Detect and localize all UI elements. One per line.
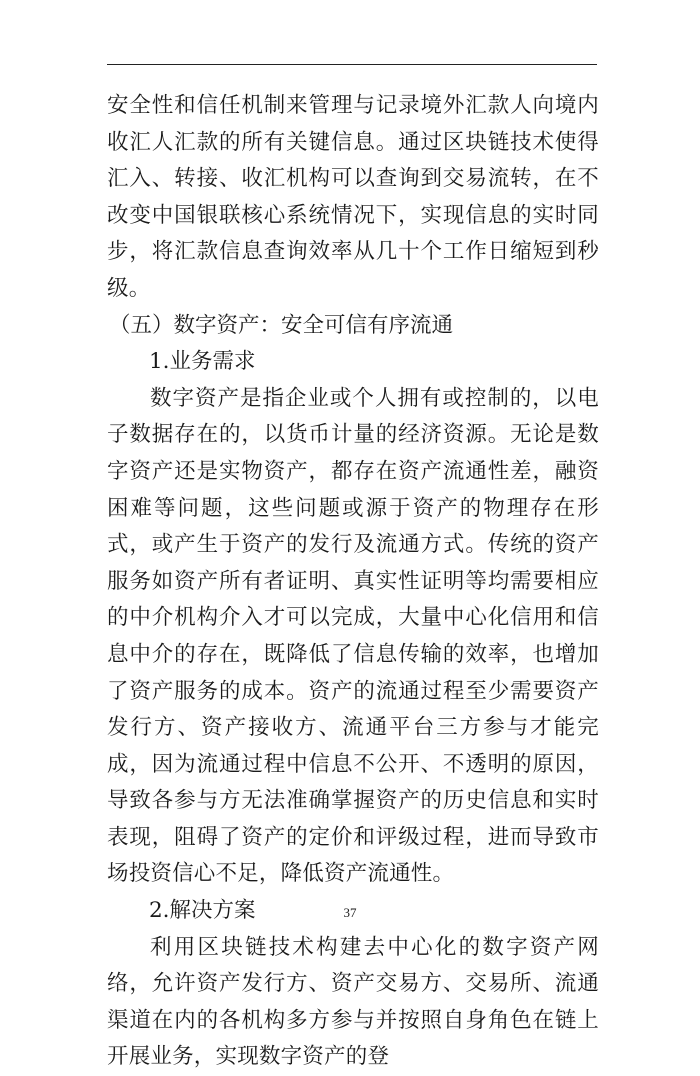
section-heading: （五）数字资产：安全可信有序流通 [109,312,454,338]
page-body [107,88,599,1076]
header-rule [107,64,597,65]
sub-heading-solution: 2.解决方案 [149,898,256,924]
page-number: 37 [343,905,357,920]
paragraph-solution: 利用区块链技术构建去中心化的数字资产网络，允许资产发行方、资产交易方、交易所、流通渠道在内的各机构多方参与并按照自身角色在链上开展业务，实现数字资产的登 [107,934,599,1070]
paragraph-business-needs: 数字资产是指企业或个人拥有或控制的，以电子数据存在的，以货币计量的经济资源。无论是数字资产还是实物资产，都存在资产流通性差，融资困难等问题，这些问题或源于资产的物理存在形式，或产生于资产的发行及流通方式。传统的资产服务如资产所有者证明、真实性证明等均需要相应的中介机构介入才可以完成，大量中心化信用和信息中介的存在，既降低了信息传输的效率，也增加了资产服务的成本。资产的流通过程至少需要资产发行方、资产接收方、流通平台三方参与才能完成，因为流通过程中信息不公开、不透明的原因，导致各参与方无法准确掌握资产的历史信息和实时表现，阻碍了资产的定价和评级过程，进而导致市场投资信心不足，降低资产流通性。 [107,385,599,887]
sub-heading-business-needs: 1.业务需求 [149,349,256,375]
paragraph-continuation: 安全性和信任机制来管理与记录境外汇款人向境内收汇人汇款的所有关键信息。通过区块链技术使得汇入、转接、收汇机构可以查询到交易流转，在不改变中国银联核心系统情况下，实现信息的实时同步，将汇款信息查询效率从几十个工作日缩短到秒级。 [107,93,599,301]
